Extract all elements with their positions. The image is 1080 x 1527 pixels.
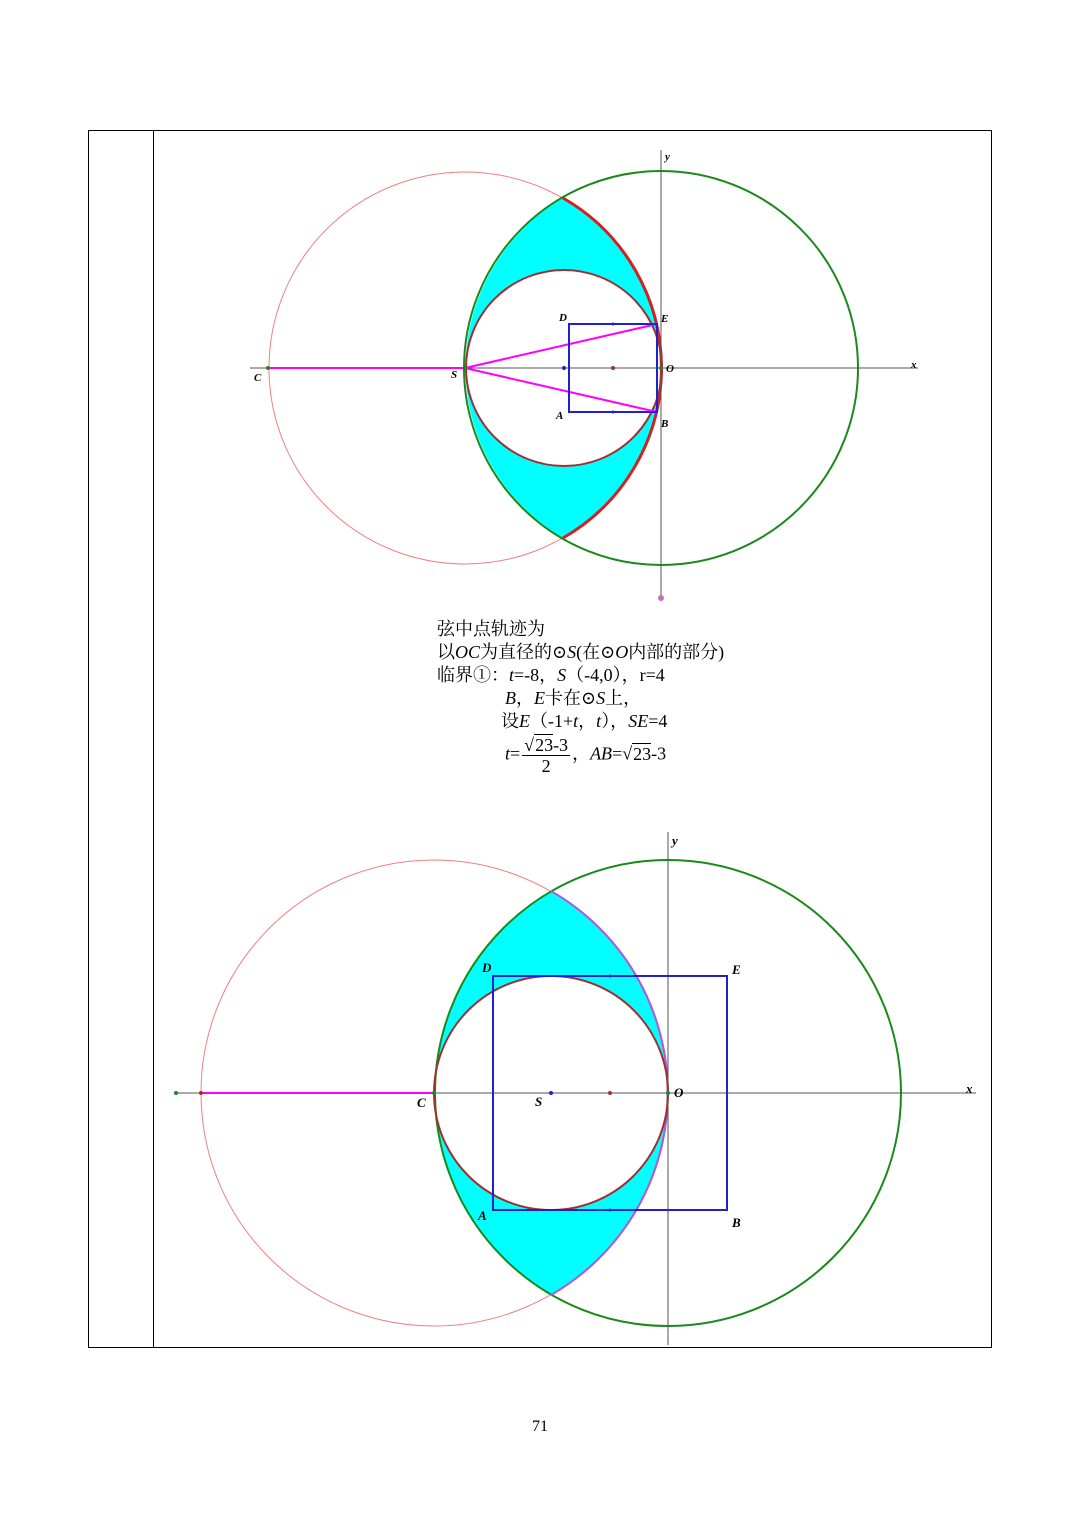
note-line-1: 弦中点轨迹为 (437, 619, 545, 639)
fig1-label-b: B (661, 418, 669, 430)
fig1-point-s (463, 366, 467, 370)
page-number: 71 (532, 1418, 548, 1435)
fig2-label-c: C (417, 1095, 426, 1110)
fig1-label-d: D (559, 312, 567, 324)
fig1-label-s: S (451, 369, 458, 381)
fig1-point-yend (658, 595, 664, 601)
fig1-label-o: O (666, 363, 674, 375)
fig1-label-c: C (254, 372, 262, 384)
fig2-label-s: S (535, 1094, 543, 1109)
fig1-point-mid (611, 366, 615, 370)
note-line-3: 临界①：t=-8，S（-4,0），r=4 (437, 665, 665, 685)
fig2-label-b: B (732, 1215, 741, 1230)
fig2-point-c (432, 1091, 436, 1095)
fig2-label-e: E (732, 962, 741, 977)
fig2-point-left (174, 1091, 178, 1095)
fig2-point-abot (609, 1209, 612, 1212)
fig1-label-e: E (661, 313, 669, 325)
note-line-2: 以OC为直径的⊙S(在⊙O内部的部分) (437, 642, 725, 662)
fig1-label-x: x (911, 359, 917, 371)
fig1-point-top (612, 323, 615, 326)
figure-1 (250, 150, 918, 601)
fig1-point-bot (612, 411, 615, 414)
note-line-4: B，E卡在⊙S上， (505, 688, 642, 708)
fig2-label-a: A (478, 1208, 487, 1223)
fig1-segment-sb (465, 368, 657, 412)
fig2-label-y: y (672, 833, 678, 848)
fig2-point-o (666, 1091, 670, 1095)
figure-2 (174, 832, 976, 1345)
fraction: $\frac{√23-3}{2}$ (524, 735, 569, 776)
fig2-label-x: x (966, 1081, 973, 1096)
fig2-point-dtop (609, 975, 612, 978)
fig1-point-o (659, 366, 663, 370)
fig2-label-o: O (674, 1085, 684, 1100)
fig1-point-center (562, 366, 566, 370)
fig1-label-y: y (665, 151, 670, 163)
fig1-segment-se (465, 324, 657, 368)
fig2-point-pinkend (199, 1091, 203, 1095)
fig2-label-d: D (482, 960, 492, 975)
fig1-label-a: A (556, 410, 564, 422)
fig2-point-mid (608, 1091, 612, 1095)
note-line-6: t= $\frac{√23-3}{2}$ ，AB=√23-3 (505, 735, 667, 776)
fig1-point-c (266, 366, 270, 370)
fig2-point-s (549, 1091, 553, 1095)
solution-notes (437, 618, 724, 776)
note-line-5: 设E（-1+t，t），SE=4 (501, 711, 668, 731)
